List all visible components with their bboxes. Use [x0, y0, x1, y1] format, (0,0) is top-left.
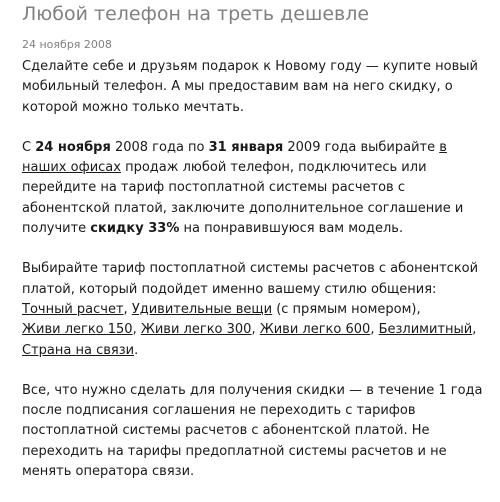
- offer-text-6: на понравившуюся вам модель.: [179, 221, 404, 237]
- tariffs-line-1: Выбирайте тариф постоплатной системы расчетов с абонентской: [22, 261, 479, 277]
- tariffs-end: .: [134, 342, 139, 358]
- offer-line-4: абонентской платой, заключите дополнительное соглашение и: [22, 200, 464, 216]
- intro-paragraph: [22, 57, 492, 118]
- tariff-link-zhivi-legko-300[interactable]: Живи легко 300: [140, 322, 252, 338]
- tariffs-paragraph: [22, 259, 492, 360]
- offer-start-date: 24 ноября: [35, 139, 111, 155]
- tariff-link-zhivi-legko-150[interactable]: Живи легко 150: [22, 322, 133, 338]
- article-date: 24 ноября 2008: [22, 38, 112, 51]
- tariff-separator: ,: [472, 322, 477, 338]
- tariff-link-udivitelnye-veshchi[interactable]: Удивительные вещи: [131, 301, 273, 317]
- article-title: Любой телефон на треть дешевле: [22, 3, 370, 25]
- tariff-separator: ,: [370, 322, 379, 338]
- tariff-note: (с прямым номером),: [272, 301, 421, 317]
- intro-line-3: которой можно только мечтать.: [22, 99, 245, 115]
- offices-link-part-2[interactable]: наших офисах: [22, 160, 121, 176]
- tariff-link-zhivi-legko-600[interactable]: Живи легко 600: [259, 322, 371, 338]
- offer-end-date: 31 января: [208, 139, 284, 155]
- intro-line-2: мобильный телефон. А мы предоставим вам на него скидку, о: [22, 79, 453, 95]
- offer-text-5: получите: [22, 221, 91, 237]
- conditions-line-4: переходить на тарифы предоплатной системы расчетов и не: [22, 443, 447, 459]
- offer-text-1: С: [22, 139, 36, 155]
- offer-text-3: 2009 года выбирайте: [283, 139, 440, 155]
- tariff-link-strana-na-svyazi[interactable]: Страна на связи: [22, 342, 135, 358]
- conditions-line-5: менять оператора связи.: [22, 464, 195, 480]
- offer-line-3: перейдите на тариф постоплатной системы расчетов с: [22, 180, 405, 196]
- discount-value: скидку 33%: [90, 221, 180, 237]
- conditions-line-2: после подписания соглашения не переходить с тарифов: [22, 403, 416, 419]
- conditions-line-3: постоплатной системы расчетов с абонентской платой. Не: [22, 423, 430, 439]
- tariff-separator: ,: [123, 301, 132, 317]
- offer-paragraph: [22, 138, 492, 239]
- intro-line-1: Сделайте себе и друзьям подарок к Новому году — купите новый: [22, 59, 478, 74]
- offer-text-2: 2008 года по: [110, 139, 209, 155]
- article-body: [22, 57, 492, 502]
- tariff-separator: ,: [251, 322, 260, 338]
- tariffs-line-2: платой, который подойдет именно вашему стилю общения:: [22, 281, 437, 297]
- offer-text-4: продаж любой телефон, подключитесь или: [120, 160, 427, 176]
- conditions-line-1: Все, что нужно сделать для получения скидки — в течение 1 года: [22, 382, 483, 398]
- tariff-link-tochny-raschet[interactable]: Точный расчет: [22, 301, 124, 317]
- tariff-separator: ,: [132, 322, 141, 338]
- conditions-paragraph: [22, 381, 492, 482]
- offices-link-part-1[interactable]: в: [439, 139, 447, 155]
- tariff-link-bezlimitny[interactable]: Безлимитный: [378, 322, 473, 338]
